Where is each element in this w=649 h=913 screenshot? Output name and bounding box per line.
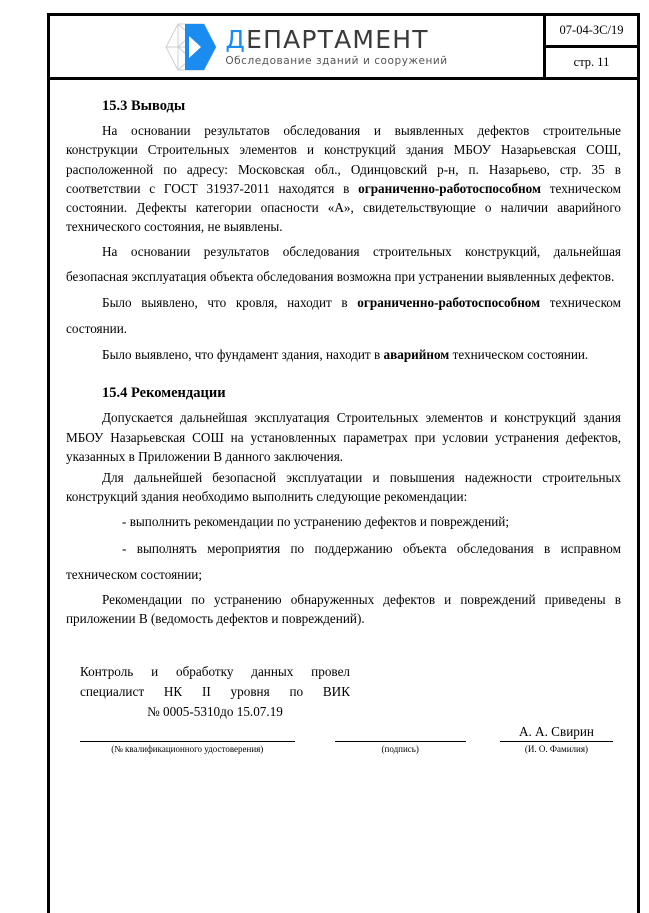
- signature-certificate-number: № 0005-5310до 15.07.19: [147, 703, 283, 719]
- recommendation-bullet-1: - выполнить рекомендации по устранению дефектов и повреждений;: [122, 513, 510, 529]
- signature-rule-signature: [335, 741, 466, 742]
- signature-caption-certificate: (№ квалификационного удостоверения): [111, 743, 264, 754]
- signature-lead-line-2: специалист НК II уровня по ВИК: [80, 684, 350, 700]
- heading-conclusions: 15.3 Выводы: [102, 98, 186, 114]
- signature-caption-signature: (подпись): [381, 743, 419, 754]
- signer-name: А. А. Свирин: [518, 723, 594, 739]
- page-header: [50, 16, 637, 80]
- signature-row: [80, 723, 613, 754]
- recommendation-bullet-2: - выполнять мероприятия по поддержанию объекта обследования в исправном техническом состоянии;: [66, 541, 621, 583]
- foundation-text-post: техническом состоянии.: [449, 346, 589, 362]
- heading-recommendations: 15.4 Рекомендации: [102, 385, 226, 402]
- logo-title-rest: ЕПАРТАМЕНТ: [246, 24, 429, 54]
- paragraph-roof-condition: [66, 290, 621, 341]
- logo-title-accent-letter: Д: [225, 24, 247, 54]
- conclusions-text-1: На основании результатов обследования и выявленных дефектов строительные конструкции Строительных элементов и конструкций здания МБОУ Назарьевская СОШ, расположенной по адресу: Московская обл., Одинцовский р-н, п. Назарьево, стр. 35 в соответствии с ГОСТ 31937-2011 находятся в: [66, 123, 621, 196]
- signature-col-name: [500, 723, 613, 754]
- signature-rule-name: [500, 741, 613, 742]
- signature-col-signature: [335, 723, 466, 754]
- company-logo: [165, 22, 447, 72]
- logo-text-group: [225, 24, 448, 67]
- conclusions-text-2: техническом состоянии. Дефекты категории опасности «А», свидетельствующие о наличии аварийного технического состояния, не выявлены.: [66, 180, 621, 235]
- paragraph-conclusions-main: [66, 121, 621, 237]
- roof-text-post: техническом состоянии.: [66, 295, 621, 336]
- document-body: [50, 80, 637, 754]
- signature-lead-line-1: Контроль и обработку данных провел: [80, 664, 350, 680]
- signature-caption-name: (И. О. Фамилия): [524, 743, 588, 754]
- header-meta-cell: [543, 16, 637, 77]
- paragraph-foundation-condition: [66, 342, 621, 368]
- logo-title: [225, 24, 447, 54]
- page-number-label: стр. 11: [573, 55, 610, 69]
- signature-block: [66, 662, 621, 753]
- foundation-condition-bold: аварийном: [383, 346, 450, 362]
- signature-col-certificate: [80, 741, 295, 754]
- document-number: 07-04-ЗС/19: [546, 16, 637, 48]
- hexagon-d-logo-icon: [165, 22, 217, 72]
- paragraph-recommendations-3: Рекомендации по устранению обнаруженных дефектов и повреждений приведены в приложении В (ведомость дефектов и повреждений).: [66, 591, 621, 627]
- paragraph-recommendations-1: Допускается дальнейшая эксплуатация Строительных элементов и конструкций здания МБОУ Назарьевская СОШ на установленных параметрах при условии устранения дефектов, указанных в Приложении В данного заключения.: [66, 410, 621, 464]
- signature-rule-certificate: [80, 741, 295, 742]
- header-logo-cell: [50, 16, 543, 77]
- roof-text-pre: Было выявлено, что кровля, находит в: [102, 295, 358, 311]
- paragraph-safe-operation: На основании результатов обследования строительных конструкций, дальнейшая безопасная эксплуатация объекта обследования возможна при устранении выявленных дефектов.: [66, 243, 621, 285]
- conclusions-bold-1: ограниченно-работоспособном: [358, 180, 541, 196]
- logo-subtitle: Обследование зданий и сооружений: [225, 54, 448, 67]
- roof-condition-bold: ограниченно-работоспособном: [357, 295, 541, 311]
- foundation-text-pre: Было выявлено, что фундамент здания, находит в: [102, 346, 384, 362]
- document-page: [47, 13, 640, 913]
- paragraph-recommendations-2: Для дальнейшей безопасной эксплуатации и повышения надежности строительных конструкций здания необходимо выполнить следующие рекомендации:: [66, 470, 621, 505]
- signature-value: [335, 723, 466, 741]
